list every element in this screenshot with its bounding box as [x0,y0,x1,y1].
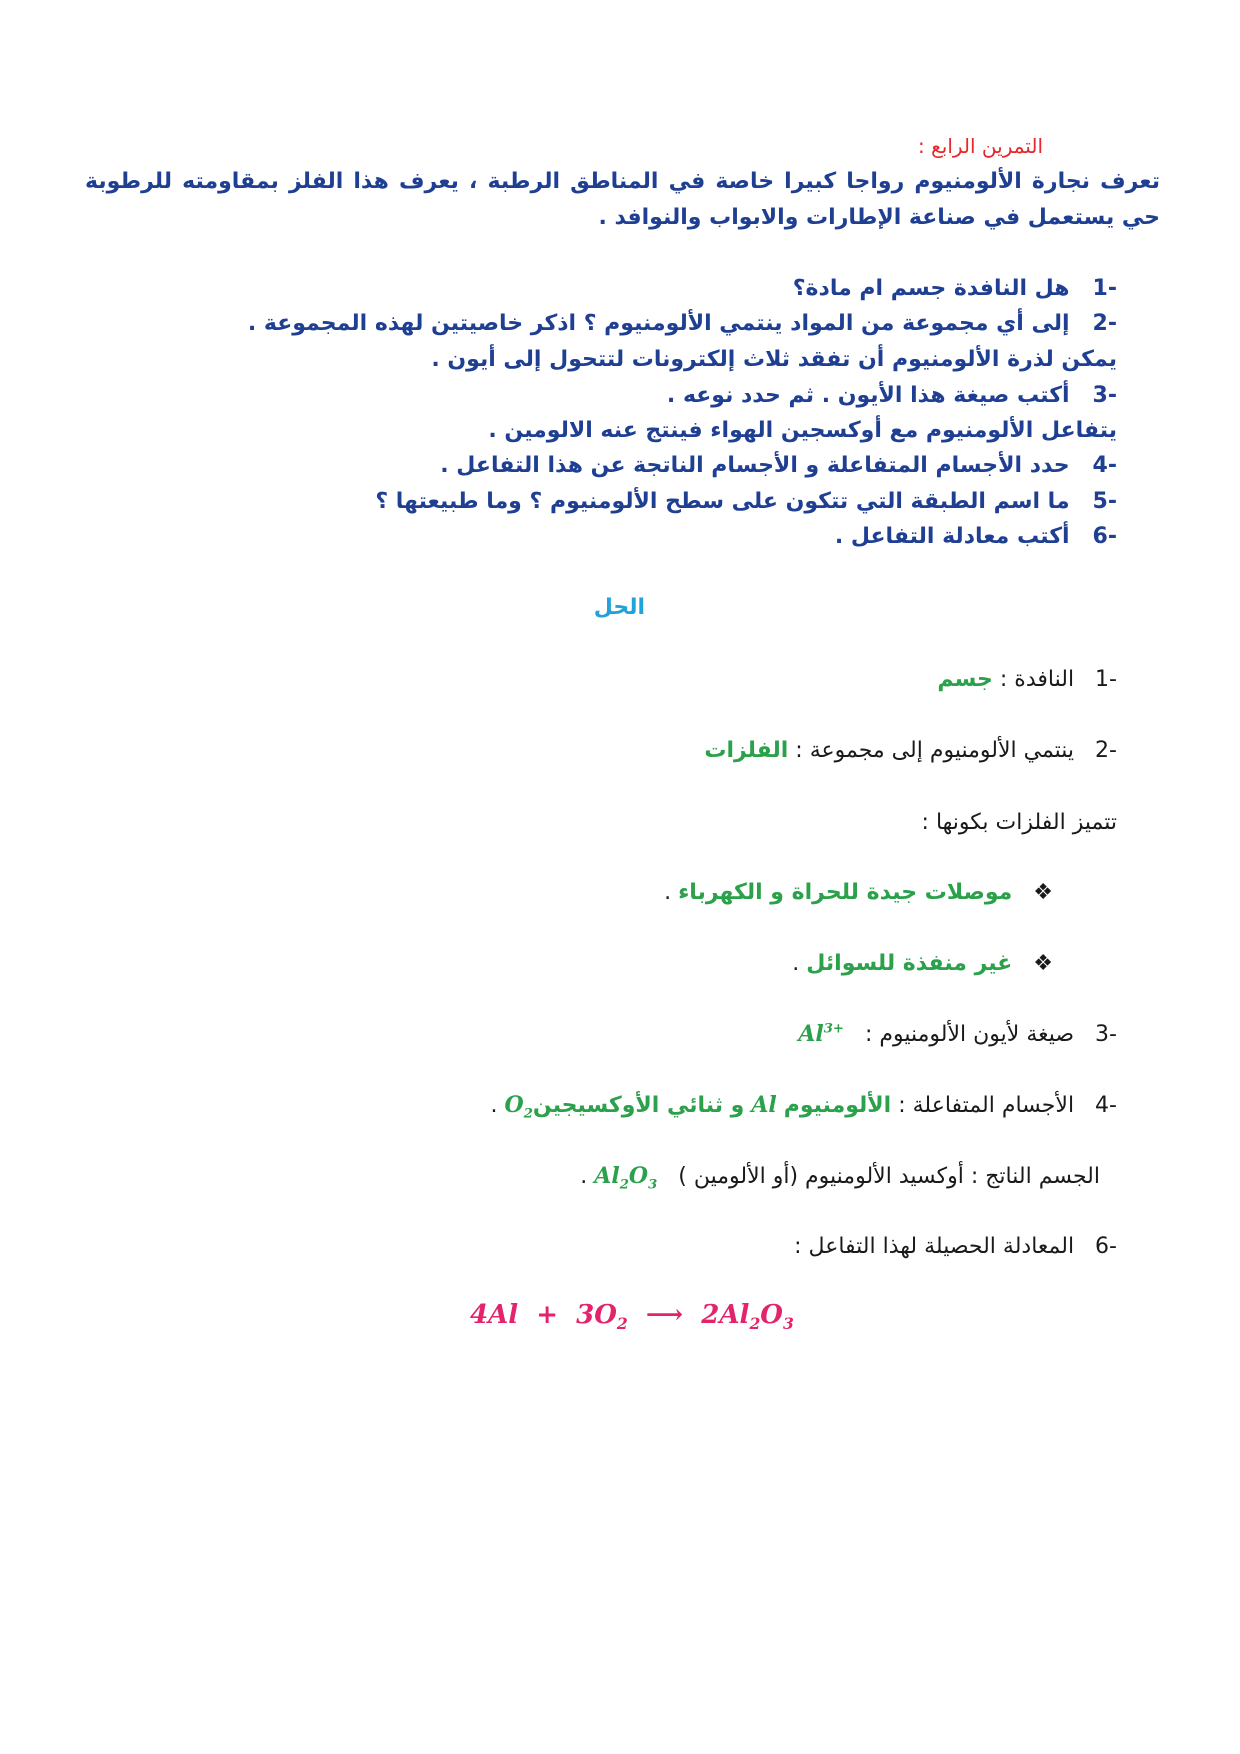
product-line [580,1163,1100,1192]
answer-label: ينتمي الألومنيوم إلى مجموعة : [795,738,1075,763]
reactant-2-formula [504,1092,533,1122]
info-note-2: يتفاعل الألومنيوم مع أوكسجين الهواء فينتج عنه الالومين . [488,418,1117,443]
question-2 [248,311,1117,336]
coefficient-2: 3 [576,1300,595,1330]
product-o: O [628,1163,649,1189]
answer-label: صيغة لأيون الألومنيوم : [864,1022,1075,1047]
answer-1 [937,667,1117,692]
property-end: . [792,951,800,976]
property-bullet-1 [664,880,1053,905]
question-3 [667,383,1117,408]
question-number: -6 [1092,524,1117,549]
balanced-equation [470,1300,794,1333]
plus-sign: + [536,1300,559,1330]
answer-label: المعادلة الحصيلة لهذا التفاعل : [794,1234,1075,1259]
reactant-connector: و ثنائي الأوكسيجين [532,1093,745,1118]
answer-end: . [490,1093,498,1118]
species-al: Al [488,1300,519,1330]
coefficient-3: 2 [701,1300,720,1330]
answer-value: جسم [937,667,993,692]
species-al2o3-o: O [760,1300,783,1330]
product-label: الجسم الناتج : أوكسيد الألومنيوم (أو الألومين ) [678,1164,1100,1189]
question-number: -4 [1092,453,1117,478]
product-end: . [580,1164,588,1189]
question-5 [375,489,1117,514]
question-number: -1 [1092,276,1117,301]
answer-number: -2 [1095,738,1117,763]
answer-value: الفلزات [704,738,789,763]
properties-intro: تتميز الفلزات بكونها : [921,810,1117,835]
ion-symbol: Al [798,1021,824,1047]
species-o2: O [594,1300,617,1330]
question-text: إلى أي مجموعة من المواد ينتمي الألومنيوم ؟ اذكر خاصيتين لهذه المجموعة . [247,311,1070,336]
answer-3 [798,1021,1117,1047]
coefficient-1: 4 [470,1300,489,1330]
answer-number: -1 [1095,667,1117,692]
product-formula [594,1163,658,1193]
reactant-2-symbol: O [504,1092,524,1118]
species-o2-sub: 2 [616,1314,628,1334]
bullet-diamond-icon: ❖ [1033,880,1053,905]
species-al2o3-al-sub: 2 [749,1314,761,1334]
question-1 [793,276,1117,301]
species-al2o3-o-sub: 3 [782,1314,794,1334]
answer-number: -3 [1095,1022,1117,1047]
question-text: ما اسم الطبقة التي تتكون على سطح الألومنيوم ؟ وما طبيعتها ؟ [375,489,1070,514]
ion-charge: 3+ [823,1021,844,1037]
question-text: أكتب صيغة هذا الأيون . ثم حدد نوعه . [666,383,1070,408]
question-4 [440,453,1117,478]
answer-label: الأجسام المتفاعلة : [898,1093,1075,1118]
reactant-2-subscript: 2 [523,1106,533,1122]
answer-4 [491,1092,1117,1121]
question-text: أكتب معادلة التفاعل . [834,524,1070,549]
answer-2 [704,738,1117,763]
answer-number: -6 [1095,1234,1117,1259]
property-end: . [664,880,672,905]
exercise-title: التمرين الرابع : [918,134,1043,158]
question-text: هل النافدة جسم ام مادة؟ [792,276,1070,301]
question-number: -2 [1092,311,1117,336]
question-number: -5 [1092,489,1117,514]
species-al2o3-al: Al [719,1300,750,1330]
answer-label: النافدة : [999,667,1075,692]
answer-number: -4 [1095,1093,1117,1118]
property-text: موصلات جيدة للحراة و الكهرباء [678,880,1013,905]
info-note-1: يمكن لذرة الألومنيوم أن تفقد ثلاث إلكترونات لتتحول إلى أيون . [431,347,1117,372]
bullet-diamond-icon: ❖ [1033,951,1053,976]
product-al: Al [594,1163,620,1189]
product-o-sub: 3 [648,1177,658,1193]
reactant-1-name: الألومنيوم [783,1093,892,1118]
question-text: حدد الأجسام المتفاعلة و الأجسام الناتجة عن هذا التفاعل . [440,453,1070,478]
answer-6 [794,1234,1117,1259]
reaction-arrow-icon: ⟶ [645,1300,684,1330]
exercise-intro: تعرف نجارة الألومنيوم رواجا كبيرا خاصة في المناطق الرطبة ، يعرف هذا الفلز بمقاومته للرطوبة حي يستعمل في صناعة الإطارات والابواب والنوافد . [85,169,1160,230]
ion-formula [798,1021,844,1047]
product-al-sub: 2 [619,1177,629,1193]
property-bullet-2 [792,951,1053,976]
question-number: -3 [1092,383,1117,408]
reactant-1-formula: Al [751,1092,777,1118]
question-6 [835,524,1117,549]
property-text: غير منفذة للسوائل [806,951,1013,976]
solution-heading: الحل [593,595,645,620]
